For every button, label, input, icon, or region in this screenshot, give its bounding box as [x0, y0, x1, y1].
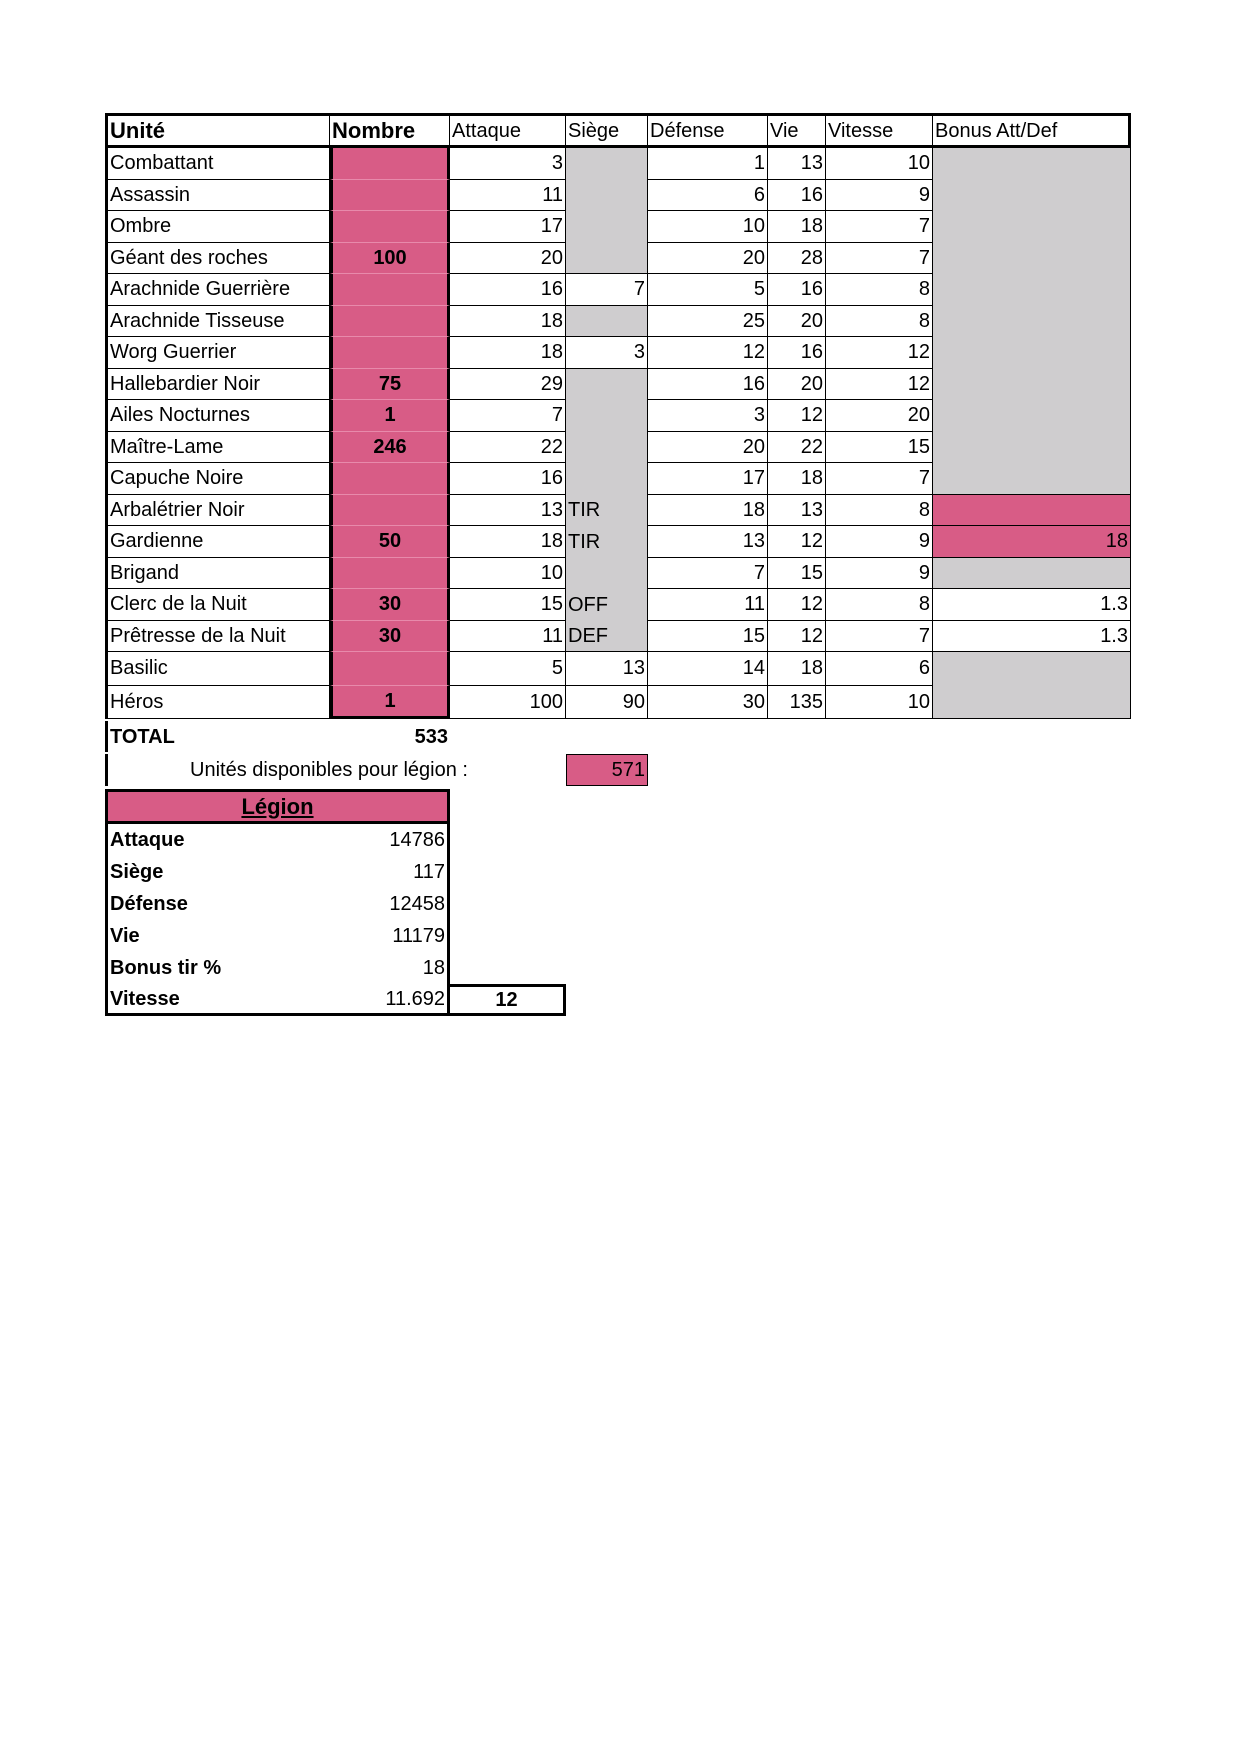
unit-defense: 1 [648, 148, 768, 180]
unit-bonus [933, 400, 1131, 432]
unit-bonus[interactable]: 18 [933, 526, 1131, 558]
unit-defense: 11 [648, 589, 768, 621]
unit-count-input[interactable] [330, 495, 450, 527]
unit-defense: 13 [648, 526, 768, 558]
unit-speed: 10 [826, 686, 933, 720]
unit-bonus [933, 652, 1131, 686]
column-header-bonus[interactable]: Bonus Att/Def [933, 113, 1131, 148]
unit-attack: 29 [450, 369, 566, 401]
legion-stat-label: Défense [105, 888, 330, 920]
legion-speed-rounded: 12 [450, 984, 566, 1016]
unit-speed: 12 [826, 369, 933, 401]
legion-stat-label: Bonus tir % [105, 952, 330, 984]
unit-life: 135 [768, 686, 826, 720]
unit-attack: 22 [450, 432, 566, 464]
unit-attack: 3 [450, 148, 566, 180]
legion-stat-value: 11179 [330, 920, 450, 952]
unit-count-input[interactable]: 50 [330, 526, 450, 558]
legion-stat-label: Siège [105, 856, 330, 888]
unit-name: Assassin [105, 180, 330, 212]
legion-title: Légion [105, 789, 450, 824]
unit-name: Ailes Nocturnes [105, 400, 330, 432]
unit-bonus [933, 148, 1131, 180]
unit-life: 22 [768, 432, 826, 464]
unit-count-input[interactable] [330, 337, 450, 369]
unit-name: Capuche Noire [105, 463, 330, 495]
unit-attack: 16 [450, 463, 566, 495]
unit-speed: 7 [826, 463, 933, 495]
legion-stat-value: 117 [330, 856, 450, 888]
unit-count-input[interactable] [330, 211, 450, 243]
unit-defense: 16 [648, 369, 768, 401]
unit-attack: 16 [450, 274, 566, 306]
unit-defense: 17 [648, 463, 768, 495]
unit-count-input[interactable] [330, 558, 450, 590]
unit-siege [566, 306, 648, 338]
unit-life: 13 [768, 148, 826, 180]
unit-life: 28 [768, 243, 826, 275]
unit-bonus [933, 337, 1131, 369]
unit-defense: 10 [648, 211, 768, 243]
available-units-label: Unités disponibles pour légion : [105, 754, 566, 786]
unit-count-input[interactable]: 75 [330, 369, 450, 401]
legion-stat-label: Attaque [105, 824, 330, 856]
unit-life: 12 [768, 589, 826, 621]
unit-name: Arachnide Tisseuse [105, 306, 330, 338]
unit-life: 20 [768, 369, 826, 401]
unit-attack: 18 [450, 337, 566, 369]
unit-defense: 3 [648, 400, 768, 432]
unit-siege: 90 [566, 686, 648, 720]
total-label: TOTAL [105, 721, 330, 752]
unit-count-input[interactable] [330, 306, 450, 338]
unit-speed: 7 [826, 243, 933, 275]
unit-count-input[interactable] [330, 180, 450, 212]
unit-defense: 20 [648, 243, 768, 275]
unit-speed: 8 [826, 274, 933, 306]
column-header-attaque[interactable]: Attaque [450, 113, 566, 148]
unit-life: 12 [768, 621, 826, 653]
unit-name: Ombre [105, 211, 330, 243]
unit-attack: 11 [450, 621, 566, 653]
unit-siege: DEF [566, 621, 648, 653]
available-units-value: 571 [566, 754, 648, 786]
unit-bonus [933, 432, 1131, 464]
unit-count-input[interactable]: 30 [330, 621, 450, 653]
unit-speed: 6 [826, 652, 933, 686]
unit-attack: 20 [450, 243, 566, 275]
unit-count-input[interactable]: 1 [330, 400, 450, 432]
unit-siege [566, 148, 648, 180]
legion-stat-value: 12458 [330, 888, 450, 920]
unit-count-input[interactable] [330, 652, 450, 686]
unit-life: 12 [768, 526, 826, 558]
unit-speed: 7 [826, 621, 933, 653]
unit-bonus [933, 274, 1131, 306]
unit-siege [566, 463, 648, 495]
unit-name: Arbalétrier Noir [105, 495, 330, 527]
unit-name: Gardienne [105, 526, 330, 558]
unit-bonus [933, 306, 1131, 338]
unit-attack: 5 [450, 652, 566, 686]
unit-bonus: 1.3 [933, 621, 1131, 653]
unit-bonus [933, 243, 1131, 275]
legion-stat-value: 18 [330, 952, 450, 984]
unit-count-input[interactable]: 30 [330, 589, 450, 621]
unit-speed: 9 [826, 526, 933, 558]
unit-attack: 18 [450, 526, 566, 558]
unit-defense: 30 [648, 686, 768, 720]
unit-bonus [933, 686, 1131, 720]
unit-life: 18 [768, 211, 826, 243]
legion-stat-value: 14786 [330, 824, 450, 856]
column-header-nombre[interactable]: Nombre [330, 113, 450, 148]
unit-name: Brigand [105, 558, 330, 590]
unit-bonus [933, 180, 1131, 212]
unit-life: 18 [768, 652, 826, 686]
unit-speed: 10 [826, 148, 933, 180]
unit-name: Worg Guerrier [105, 337, 330, 369]
column-header-unite[interactable]: Unité [105, 113, 330, 148]
unit-name: Maître-Lame [105, 432, 330, 464]
unit-name: Combattant [105, 148, 330, 180]
unit-bonus: 1.3 [933, 589, 1131, 621]
unit-siege: 13 [566, 652, 648, 686]
unit-siege [566, 558, 648, 590]
unit-life: 16 [768, 274, 826, 306]
unit-defense: 20 [648, 432, 768, 464]
unit-defense: 6 [648, 180, 768, 212]
unit-attack: 7 [450, 400, 566, 432]
unit-attack: 13 [450, 495, 566, 527]
unit-life: 15 [768, 558, 826, 590]
unit-siege: TIR [566, 495, 648, 527]
column-header-siege[interactable]: Siège [566, 113, 648, 148]
unit-defense: 25 [648, 306, 768, 338]
unit-name: Arachnide Guerrière [105, 274, 330, 306]
unit-name: Géant des roches [105, 243, 330, 275]
unit-siege: TIR [566, 526, 648, 558]
unit-defense: 18 [648, 495, 768, 527]
unit-defense: 15 [648, 621, 768, 653]
legion-stat-label: Vitesse [105, 984, 330, 1016]
column-header-vitesse[interactable]: Vitesse [826, 113, 933, 148]
column-header-vie[interactable]: Vie [768, 113, 826, 148]
unit-speed: 8 [826, 589, 933, 621]
unit-speed: 12 [826, 337, 933, 369]
unit-siege [566, 180, 648, 212]
unit-speed: 15 [826, 432, 933, 464]
unit-siege: 3 [566, 337, 648, 369]
unit-attack: 15 [450, 589, 566, 621]
unit-speed: 8 [826, 495, 933, 527]
unit-speed: 8 [826, 306, 933, 338]
unit-life: 16 [768, 180, 826, 212]
unit-life: 20 [768, 306, 826, 338]
unit-siege [566, 432, 648, 464]
unit-life: 16 [768, 337, 826, 369]
unit-bonus[interactable] [933, 495, 1131, 527]
unit-siege [566, 243, 648, 275]
unit-speed: 7 [826, 211, 933, 243]
column-header-defense[interactable]: Défense [648, 113, 768, 148]
unit-attack: 10 [450, 558, 566, 590]
unit-count-input[interactable] [330, 463, 450, 495]
unit-life: 13 [768, 495, 826, 527]
unit-speed: 9 [826, 558, 933, 590]
unit-defense: 5 [648, 274, 768, 306]
unit-count-input[interactable] [330, 274, 450, 306]
unit-attack: 18 [450, 306, 566, 338]
unit-name: Prêtresse de la Nuit [105, 621, 330, 653]
unit-name: Basilic [105, 652, 330, 686]
unit-siege [566, 400, 648, 432]
unit-count-input[interactable]: 1 [330, 686, 450, 720]
unit-siege [566, 369, 648, 401]
unit-defense: 14 [648, 652, 768, 686]
unit-count-input[interactable]: 246 [330, 432, 450, 464]
unit-life: 12 [768, 400, 826, 432]
legion-stat-value: 11.692 [330, 984, 450, 1016]
unit-name: Clerc de la Nuit [105, 589, 330, 621]
unit-bonus [933, 369, 1131, 401]
unit-siege [566, 211, 648, 243]
unit-bonus [933, 463, 1131, 495]
unit-name: Héros [105, 686, 330, 720]
unit-siege: 7 [566, 274, 648, 306]
unit-defense: 7 [648, 558, 768, 590]
unit-count-input[interactable] [330, 148, 450, 180]
unit-attack: 100 [450, 686, 566, 720]
unit-defense: 12 [648, 337, 768, 369]
unit-count-input[interactable]: 100 [330, 243, 450, 275]
unit-attack: 11 [450, 180, 566, 212]
unit-bonus [933, 211, 1131, 243]
legion-stat-label: Vie [105, 920, 330, 952]
unit-siege: OFF [566, 589, 648, 621]
unit-life: 18 [768, 463, 826, 495]
unit-attack: 17 [450, 211, 566, 243]
unit-speed: 20 [826, 400, 933, 432]
unit-name: Hallebardier Noir [105, 369, 330, 401]
total-value: 533 [414, 725, 448, 748]
unit-speed: 9 [826, 180, 933, 212]
unit-bonus [933, 558, 1131, 590]
